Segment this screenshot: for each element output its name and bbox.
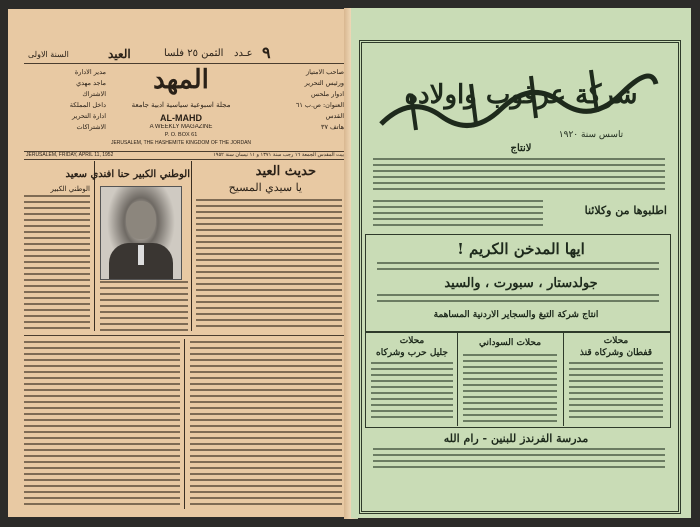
info-line: صاحب الامتياز [305,68,344,76]
date-ar: بيت المقدس الجمعة ١٦ رجب سنة ١٣٧١ و ١١ نيسان سنة ١٩٥٢ [213,152,344,158]
portrait-photo [100,186,182,280]
left-info-block [34,67,106,133]
right-info-block [266,67,344,133]
info-line: هاتف ٣٧ [321,123,344,131]
info-line: ورئيس التحرير [304,79,344,87]
article-heading: حديث العيد [255,164,316,179]
body-text-lower-left [24,341,180,509]
column-divider [191,161,192,331]
tagline: لانتاج [510,143,532,154]
info-line: القدس [325,112,344,120]
body-text-lower-right [190,341,342,509]
masthead-title-ar: المهد [153,65,209,95]
shop-1-text [569,362,663,422]
info-line: العنوان: ص.ب ٦١ [295,101,344,109]
date-en: JERUSALEM, FRIDAY, APRIL 11, 1952 [26,152,114,158]
newspaper-left-page [8,9,351,517]
issue-label: عـدد [234,48,253,59]
year-label: السنة الاولى [28,50,69,59]
caption-text [100,281,188,331]
article-body-text-left [24,195,90,331]
portrait-face [126,201,156,239]
masthead-location: JERUSALEM, THE HASHEMITE KINGDOM OF THE JORDAN [110,140,252,146]
column-divider [94,161,95,331]
shop-2-text [463,354,557,422]
top-rule [24,63,344,64]
section-rule [24,335,344,336]
issue-number: ٩ [262,43,271,62]
brand-text [377,294,659,304]
article-heading-left: الوطني الكبير حنا افندي سعيد [65,169,190,180]
school-name: مدرسة الفرندز للبنين - رام الله [443,432,589,445]
smoker-heading: ايها المدخن الكريم ! [457,240,585,258]
shop-3-text [371,362,453,422]
smoker-text [377,262,659,272]
school-text [373,448,665,468]
shop-1-title: محلات [603,336,629,346]
shop-1-name: قفطان وشركاه قنذ [579,348,653,358]
date-rule-bottom [24,159,344,160]
advertisement-page [351,8,691,518]
founded-year: تأسس سنة ١٩٢٠ [558,130,624,140]
shop-divider [457,332,458,426]
shop-2-title: محلات السوداني [478,338,542,348]
article-intro-left: الوطني الكبير [50,185,90,193]
info-line: ادوار ملحس [311,90,344,98]
masthead-pobox: P. O. BOX 61 [164,132,198,138]
info-line: داخل المملكة [69,101,106,109]
masthead-title-en: AL-MAHD [160,113,202,123]
info-line: الاشتراك [82,90,106,98]
occasion: العيد [108,47,131,61]
info-line: مدير الادارة [74,68,106,76]
shop-3-name: جليل حرب وشركاه [376,348,448,358]
masthead-subtitle-ar: مجلة اسبوعية سياسية ادبية جامعة [131,101,231,109]
column-divider-lower [184,339,185,509]
shop-3-title: محلات [399,336,425,346]
masthead-subtitle-en: A WEEKLY MAGAZINE [149,124,213,130]
agents-heading: اطلبوها من وكلائنا [584,204,667,217]
article-body-text [196,199,342,329]
shop-divider [563,332,564,426]
price: الثمن ٢٥ فلسا [164,48,224,59]
info-line: ماجد مهدي [76,79,106,87]
article-subheading: يا سيدي المسيح [228,181,302,194]
tobacco-company: انتاج شركة التبغ والسجاير الاردنية المساهمة [433,310,599,320]
agents-list [373,200,543,226]
company-name: شركة عرقوب واولاده [404,80,638,110]
info-line: ادارة التحرير [71,112,106,120]
company-description [373,158,665,194]
portrait-tie [138,245,144,265]
info-line: الاشتراكات [76,123,106,131]
brand-names: جولدستار ، سبورت ، والسيد [444,276,598,291]
